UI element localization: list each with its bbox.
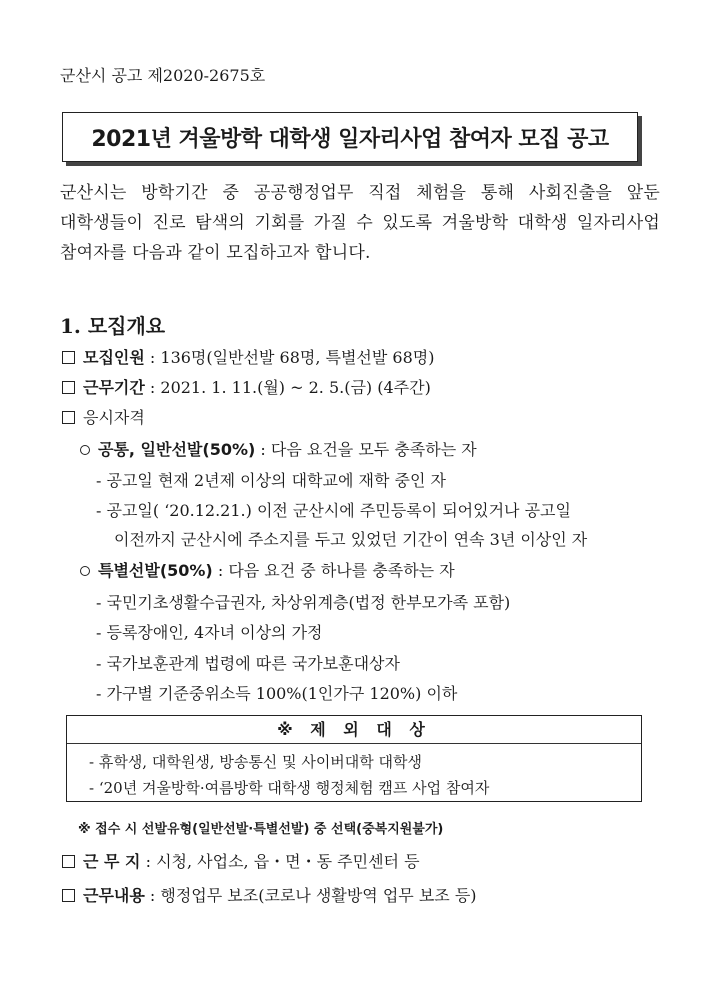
exclusion-item: - ‘20년 겨울방학·여름방학 대학생 행정체험 캠프 사업 참여자 — [89, 779, 490, 797]
eligibility-label: 응시자격 — [83, 408, 145, 427]
general-item: - 공고일( ‘20.12.21.) 이전 군산시에 주민등록이 되어있거나 공고일 — [96, 501, 571, 520]
exclusion-box — [66, 715, 642, 802]
recruit-value: : 136명(일반선발 68명, 특별선발 68명) — [144, 348, 435, 367]
period-row — [62, 375, 431, 398]
duty-label: 근무내용 — [83, 886, 145, 905]
checkbox-square-icon — [62, 351, 75, 364]
circle-bullet-icon — [80, 445, 90, 455]
checkbox-square-icon — [62, 889, 75, 902]
general-item: - 공고일 현재 2년제 이상의 대학교에 재학 중인 자 — [96, 471, 446, 490]
checkbox-square-icon — [62, 855, 75, 868]
eligibility-row — [62, 405, 145, 428]
application-note: ※ 접수 시 선발유형(일반선발·특별선발) 중 선택(중복지원불가) — [78, 822, 444, 837]
special-label: 특별선발(50%) — [98, 561, 213, 580]
special-item: - 국민기초생활수급권자, 차상위계층(법정 한부모가족 포함) — [96, 593, 511, 612]
location-row — [62, 849, 420, 872]
general-value: : 다음 요건을 모두 충족하는 자 — [255, 440, 477, 459]
duty-value: : 행정업무 보조(코로나 생활방역 업무 보조 등) — [144, 886, 477, 905]
general-criteria-row — [80, 437, 477, 460]
notice-number: 군산시 공고 제2020-2675호 — [60, 66, 266, 85]
section-heading: 1. 모집개요 — [60, 314, 166, 338]
location-label: 근 무 지 — [83, 852, 141, 871]
exclusion-title: ※ 제 외 대 상 — [67, 716, 641, 744]
special-item: - 국가보훈관계 법령에 따른 국가보훈대상자 — [96, 654, 400, 673]
period-label: 근무기간 — [83, 378, 145, 397]
page-title-text: 2021년 겨울방학 대학생 일자리사업 참여자 모집 공고 — [91, 126, 609, 152]
period-value: : 2021. 1. 11.(월) ~ 2. 5.(금) (4주간) — [144, 378, 431, 397]
location-value: : 시청, 사업소, 읍・면・동 주민센터 등 — [140, 852, 420, 871]
special-criteria-row — [80, 558, 455, 581]
page-title — [62, 112, 638, 162]
checkbox-square-icon — [62, 381, 75, 394]
checkbox-square-icon — [62, 411, 75, 424]
special-value: : 다음 요건 중 하나를 충족하는 자 — [212, 561, 455, 580]
duty-row — [62, 883, 477, 906]
recruit-label: 모집인원 — [83, 348, 145, 367]
general-item: 이전까지 군산시에 주소지를 두고 있었던 기간이 연속 3년 이상인 자 — [114, 530, 588, 549]
recruit-row — [62, 345, 435, 368]
special-item: - 등록장애인, 4자녀 이상의 가정 — [96, 623, 323, 642]
special-item: - 가구별 기준중위소득 100%(1인가구 120%) 이하 — [96, 684, 458, 703]
exclusion-item: - 휴학생, 대학원생, 방송통신 및 사이버대학 대학생 — [89, 753, 423, 771]
general-label: 공통, 일반선발(50%) — [98, 440, 256, 459]
intro-paragraph: 군산시는 방학기간 중 공공행정업무 직접 체험을 통해 사회진출을 앞둔 대학생들이 진로 탐색의 기회를 가질 수 있도록 겨울방학 대학생 일자리사업 참여자를 다음과 같이 모집하고자 합니다. — [60, 183, 660, 263]
circle-bullet-icon — [80, 566, 90, 576]
